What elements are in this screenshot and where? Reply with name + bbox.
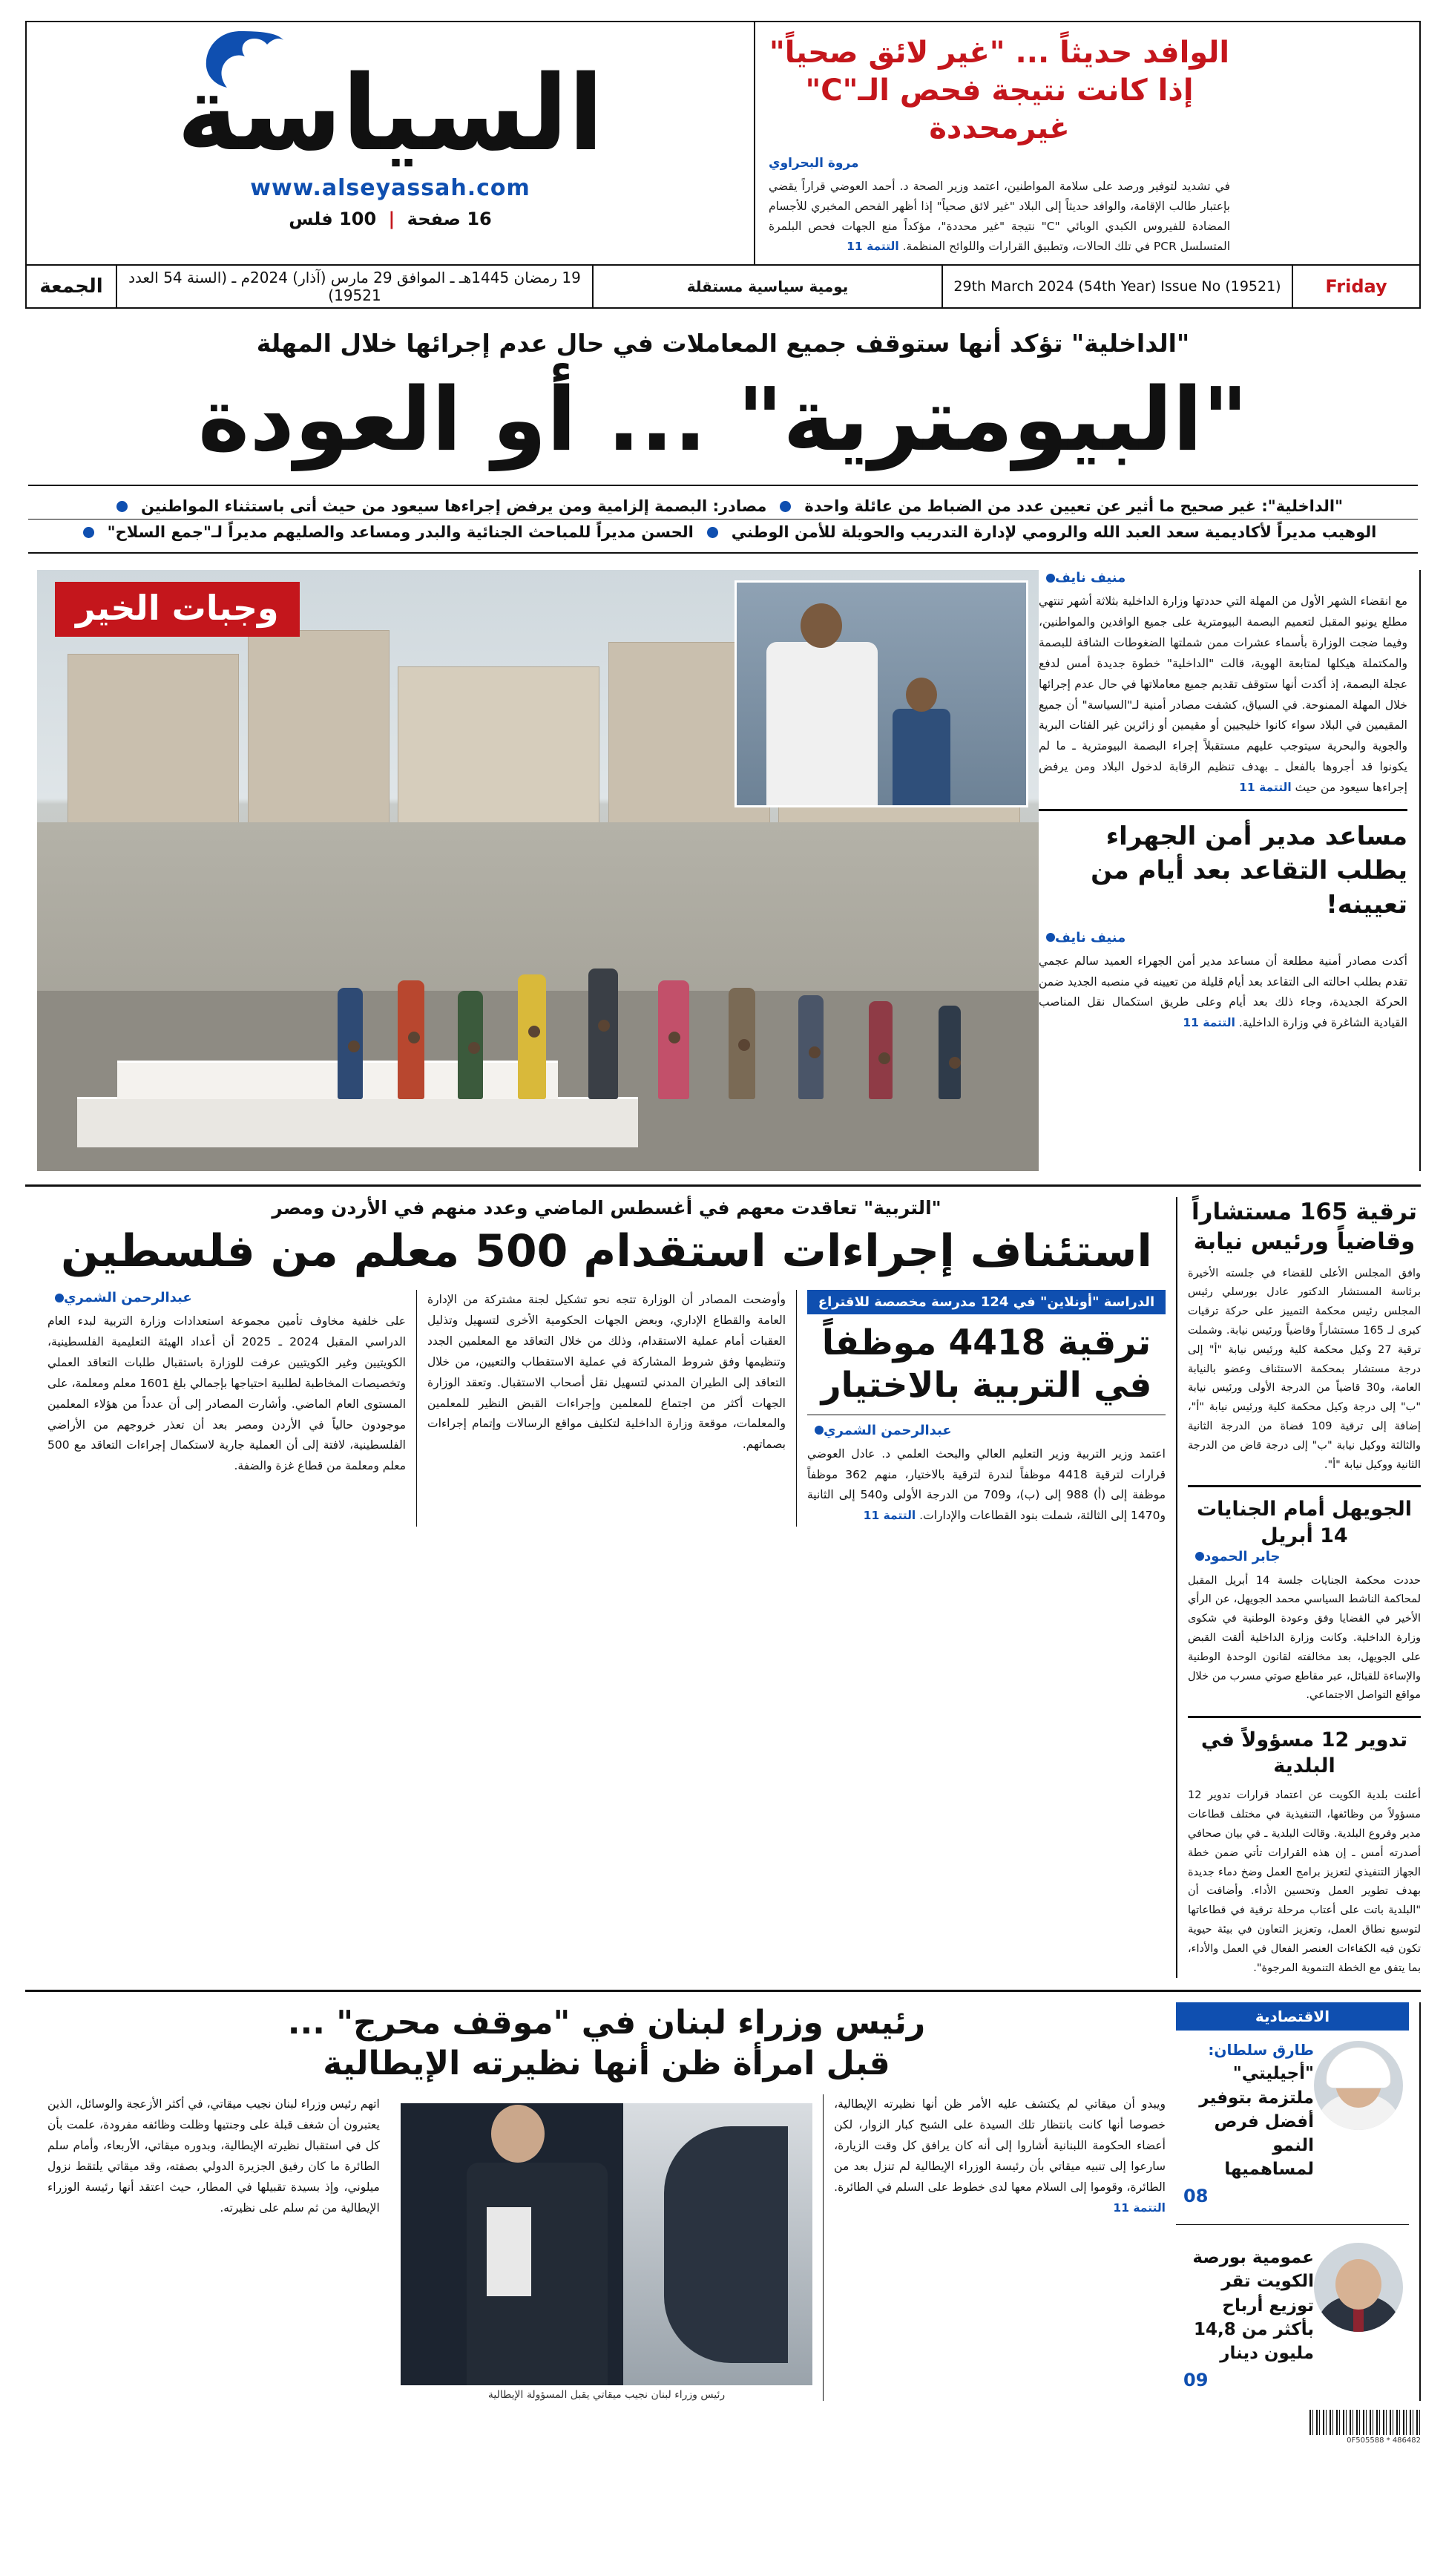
photo-building	[248, 630, 390, 836]
photo-person-head	[668, 1032, 680, 1043]
avatar-head	[1335, 2259, 1381, 2310]
byline-dot-icon	[815, 1426, 824, 1435]
lebanon-story	[25, 2002, 1176, 2401]
top-story-headline	[769, 34, 1230, 148]
lebanon-body-left	[834, 2094, 1166, 2218]
juwaihel-byline	[1188, 1549, 1421, 1564]
education-byline	[47, 1290, 406, 1305]
biometrics-body-text: مع انقضاء الشهر الأول من المهلة التي حددتها وزارة الداخلية بثلاثة أشهر تنتهي مطلع يونيو المقبل لتعميم البصمة البيومترية على جميع الوافدين والمواطنين، وفيما ضجت الوزارة بأسماء عشرات ممن شملتها الضغوطات الشاقة للبصمة والمكتملة هيكلها لمتابعة الهوية، قالت "الداخلية" خطوة جديدة أمس لدفع عجلة البصمة، إذ أكدت أنها ستوقف تقديم جميع معاملاتها في حال عدم إجرائها خلال المهلة الممنوحة. في السياق، كشفت مصادر أمنية لـ"السياسة" أن جميع المقيمين في البلاد سواء كانوا خليجيين أو مقيمين أو زائرين غير الفئات البرية والجوية والبحرية سيتوجب عليهم مستقبلاً إجراء البصمة البيومترية ـ ما لم يكونوا قد أجروها بالفعل ـ بهدف تنظيم الرقابة لدخول البلاد ومن يرفض إجراءها سيعود من حيث	[1039, 594, 1407, 795]
pages-count: 16 صفحة	[407, 208, 492, 229]
newspaper-website-url[interactable]: www.alseyassah.com	[250, 174, 530, 201]
photo-person	[869, 1001, 893, 1099]
lebanon-headline-line2: قبل امرأة ظن أنها نظيرته الإيطالية	[323, 2045, 890, 2083]
photo-airplane-door	[664, 2126, 788, 2363]
education-body-mid: وأوضحت المصادر أن الوزارة تتجه نحو تشكيل لجنة مشتركة من الإدارة العامة والقطاع الإداري، وبعض الجهات الحكومية الأخرى لتسهيل وتذليل العقبات أمام عملية الاستقدام، وذلك من خلال التعاقد مع المعلمين الجدد وتنظيمها وفق شروط المشاركة في عملية الاستقطاب والتعيين، من خلال التعاقد إلى الطيران المدني لتسهيل نقل أصحاب الاستقبال. وتعقد الوزارة الجهات أكثر من اجتماع للمعلمين وإجراءات القبض النظير للمعلمين والمعلمات، موقعة وزارة الداخلية لتكليف مواقع الرسالات وإتمام إجراءات بصماتهم.	[427, 1293, 786, 1452]
judges-promotion-headline: ترقية 165 مستشاراً وقاضياً ورئيس نيابة	[1191, 1199, 1418, 1256]
price-value: 100 فلس	[289, 208, 377, 229]
top-story-byline: مروة البحراوي	[769, 155, 859, 171]
photo-person-head	[949, 1057, 961, 1069]
juwaihel-headline: الجويهل أمام الجنايات 14 أبريل	[1197, 1498, 1412, 1547]
photo-building	[398, 666, 599, 836]
education-band	[25, 1184, 1421, 1978]
juwaihel-byline-text: جابر الحمود	[1204, 1548, 1281, 1564]
lebanon-body-right: اتهم رئيس وزراء لبنان نجيب ميقاتي، في أكثر الأزعجة والوسائل، الذين يعتبرون أن شغف قبلة على وجنتيها وظلت وظائفه مفرودة، علمت بأن كل في استقبال نظيرته الإيطالية، وبدوره ميقاتي، الأربعاء، وأمام سلم الطائرة ما كان رفيق الجزيرة الدولي بصفته، وقد ميقاتي يلتقط نزول ميلوني، وإذ بسيدة تقبيلها في المطار، حيث اعتقد أنها رئيسة الوزراء الإيطالية من ثم سلم على نظيرته.	[47, 2097, 380, 2215]
byline-dot-icon	[1046, 574, 1055, 583]
photo-person-head	[738, 1039, 750, 1051]
online-study-label: الدراسة "أونلاين" في 124 مدرسة مخصصة للاقتراع	[807, 1290, 1166, 1314]
bullet-dot-icon	[116, 501, 128, 512]
education-kicker: "التربية" تعاقدت معهم في أغسطس الماضي وعدد منهم في الأردن ومصر	[272, 1197, 941, 1219]
promotion-headline: ترقية 4418 موظفاً في التربية بالاختيار	[821, 1323, 1152, 1406]
education-story	[25, 1197, 1176, 1978]
education-body-right: على خلفية مخاوف تأمين مجموعة استعدادات وزارة التربية لبدء العام الدراسي المقبل 2024 ـ 2025 أن أعداد الهيئة التعليمية الفلسطينية، الكويتيين وغير الكويتيين عرفت للوزارة باستقبال طلبات التعاقد العملي وتخصيصات المخاطبة لطلبية احتياجها بإجمالي بلغ 1601 معلم ومعلمة، على المستوى العام الماضي. وأشارت المصادر إلى أن عدداً من هؤلاء المعلمين موجودون حالياً في الأردن ومصر بعد أن تعذر خروجهم من الأراضي الفلسطينية، لافتة إلى أن العملية جارية لاستكمال إجراءات التعاقد مع 500 معلم ومعلمة من قطاع غزة والضفة.	[47, 1314, 406, 1473]
inset-volunteer	[766, 642, 878, 805]
date-english-day: Friday	[1325, 276, 1387, 297]
promotion-byline-text: عبدالرحمن الشمري	[824, 1422, 952, 1438]
lead-photo-column	[25, 570, 1039, 1171]
municipality-headline: تدوير 12 مسؤولاً في البلدية	[1200, 1728, 1408, 1778]
economy-item-text	[1176, 2041, 1314, 2206]
economy-item-name: طارق سلطان:	[1208, 2041, 1314, 2059]
education-byline-text: عبدالرحمن الشمري	[64, 1290, 192, 1306]
jahra-body-text: أكدت مصادر أمنية مطلعة أن مساعد مدير أمن الجهراء العميد سالم عجمي تقدم بطلب احالته الى التقاعد بعد أيام قليلة من تعيينه في منصبه الجديد ضمن الحركة الجديدة، وجاء ذلك بعد أيام وعلى طريق استكمال نقل المناصب القيادية الشاغرة في وزارة الداخلية.	[1039, 954, 1407, 1030]
divider	[1188, 1716, 1421, 1718]
lebanon-column-left	[823, 2094, 1176, 2401]
newspaper-logo-text: السياسة	[177, 53, 604, 174]
price-pages-line	[289, 209, 491, 229]
promotion-continue-link[interactable]: التتمة 11	[863, 1509, 916, 1523]
bottom-band	[25, 1990, 1421, 2401]
photo-person	[939, 1006, 961, 1099]
lead-kicker: "الداخلية" تؤكد أنها ستوقف جميع المعاملات في حال عدم إجرائها خلال المهلة	[256, 329, 1190, 358]
top-story-body-text: في تشديد لتوفير ورصد على سلامة المواطنين، اعتمد وزير الصحة د. أحمد العوضي قراراً يقضي بإعتبار طالب الإقامة، والوافد حديثاً إلى البلاد "غير لائق صحياً" إذا أظهر الفحص المخبري للأجسام المضادة للفيروس الكبدي الوبائي "C" نتيجة "غير محددة"، مؤكداً منع الجهات فحص البلمرة المتسلسل PCR في تلك الحالات، وتطبيق القرارات واللوائح المنظمة.	[769, 179, 1230, 253]
lebanon-photo	[401, 2103, 812, 2385]
economy-item-headline: "أجيليتي" ملتزمة بتوفير أفضل فرص النمو لمساهميها	[1199, 2064, 1314, 2180]
eagle-logo-icon	[196, 28, 285, 95]
photo-person-head	[598, 1020, 610, 1032]
divider	[1039, 809, 1407, 811]
photo-tag-charity-meals: وجبات الخير	[55, 582, 300, 637]
masthead-top-story	[754, 22, 1243, 264]
education-column-right	[37, 1290, 416, 1527]
byline-dot-icon	[1046, 933, 1055, 942]
lebanon-continue-link[interactable]: التتمة 11	[1113, 2200, 1166, 2215]
photo-person-head	[809, 1046, 821, 1058]
inset-volunteer-head	[801, 603, 842, 648]
barcode-icon	[1309, 2410, 1421, 2435]
economy-item[interactable]	[1176, 2031, 1409, 2217]
economy-section-label[interactable]: الاقتصادية	[1176, 2002, 1409, 2031]
jahra-continue-link[interactable]: التتمة 11	[1183, 1016, 1235, 1030]
lebanon-headline	[37, 2002, 1176, 2084]
promotion-body-text: اعتمد وزير التربية وزير التعليم العالي والبحث العلمي د. عادل العوضي قرارات لترقية 4418 موظفاً لندرة لترقية بالاختيار، منهم 362 موظفاً موظفة إلى (أ) 988 إلى (ب)، و709 من الدرجة الأولى و540 إلى الثانية و1470 إلى الثالثة، شملت بنود القطاعات والإدارات.	[807, 1446, 1166, 1523]
jahra-story-headline: مساعد مدير أمن الجهراء يطلب التقاعد بعد أيام من تعيينه!	[1091, 821, 1407, 920]
municipality-body: أعلنت بلدية الكويت عن اعتماد قرارات تدوير 12 مسؤولاً من وظائفها، التنفيذية في مختلف قطاعات مدير وفروع البلدية. وقالت البلدية ـ في بيان صحافي أصدرته أمس ـ إن هذه القرارات تأتي ضمن خطة الجهاز التنفيذي لتعزيز برامج العمل وضخ دماء جديدة بهدف تطوير العمل وتحسين الأداء. وأضافت أن "البلدية باتت على أعتاب مرحلة ترقية في قطاعاتها لتوسيع نطاق العمل، وتعزيز التعاون في بيئة حيوية تكون فيه الكفاءات العنصر الفعال في العمل والأداء، بما يتفق مع الخطة التنموية المرجوة".	[1188, 1789, 1421, 1974]
juwaihel-body: حددت محكمة الجنايات جلسة 14 أبريل المقبل لمحاكمة الناشط السياسي محمد الجويهل، عن الرأي الأخير في القضايا وفق وعودة الوطنية في شكوى وزارة الداخلية. وكانت وزارة الداخلية ألقت القبض على الجويهل، بعد مخالفته لقانون الوحدة الوطنية والإساءة للقبائل، عبر مقاطع صوتي مسرب من خلال مواقع التواصل الاجتماعي.	[1188, 1574, 1421, 1702]
jahra-byline-text: منيف نايف	[1055, 929, 1126, 945]
promotion-column	[796, 1290, 1176, 1527]
photo-inset-distribution	[734, 580, 1028, 807]
charity-meals-photo	[37, 570, 1039, 1171]
lebanon-columns	[37, 2094, 1176, 2401]
lead-bullet-row[interactable]	[28, 519, 1418, 545]
lebanon-photo-column	[390, 2094, 823, 2401]
lead-story	[25, 309, 1421, 558]
judiciary-sidebar	[1176, 1197, 1421, 1978]
main-content-grid	[25, 570, 1421, 1171]
barcode-block	[25, 2410, 1421, 2445]
jahra-story-body	[1039, 951, 1407, 1035]
biometrics-body	[1039, 591, 1407, 799]
economy-item-text	[1176, 2243, 1314, 2390]
lead-bullet-text: مصادر: البصمة إلزامية ومن يرفض إجراءها سيعود من حيث أتى باستثناء المواطنين	[140, 497, 767, 516]
economy-sidebar	[1176, 2002, 1421, 2401]
lebanon-column-right	[37, 2094, 390, 2401]
masthead	[25, 21, 1421, 266]
jahra-story-byline	[1039, 930, 1407, 945]
economy-item-page: 08	[1183, 2186, 1209, 2207]
biometrics-byline-text: منيف نايف	[1055, 570, 1126, 586]
education-headline: استئناف إجراءات استقدام 500 معلم من فلسطين	[60, 1225, 1152, 1278]
date-bar	[25, 266, 1421, 309]
bullet-dot-icon	[707, 527, 718, 538]
avatar-tie	[1353, 2307, 1364, 2332]
masthead-logo-block	[27, 22, 754, 264]
lead-bullet-text: الوهيب مديراً لأكاديمية سعد العبد الله والرومي لإدارة التدريب والحويلة للأمن الوطني	[731, 523, 1377, 542]
byline-dot-icon	[1195, 1552, 1204, 1561]
promotion-body	[807, 1444, 1166, 1527]
divider	[1176, 2224, 1409, 2225]
lead-bullet-text: الحسن مديراً للمباحث الجنائية والبدر ومساعد والصليهم مديراً لـ"جمع السلاح"	[107, 523, 694, 542]
byline-dot-icon	[55, 1294, 64, 1302]
judges-promotion-body: وافق المجلس الأعلى للقضاء في جلسته الأخيرة برئاسة المستشار الدكتور عادل بورسلي رئيس المجلس رئيس محكمة التمييز على حركة ترقيات كبرى لـ 165 مستشاراً وقاضياً ورئيس نيابة. وشملت ترقية 27 وكيل محكمة كلية ورئيس نيابة "أ" إلى درجة مستشار بمحكمة الاستئناف وعضو بالنيابة العامة، و30 قاضياً من الدرجة الأولى ورئيس نيابة "ب" إلى درجة وكيل محكمة كلية ورئيس نيابة "أ"، إضافة إلى ترقية 109 قضاة من الدرجة الثانية والثالثة ووكيل نيابة "ب" إلى درجة قاض من الدرجة الثانية ووكيل نيابة "أ".	[1188, 1267, 1422, 1471]
bullet-dot-icon	[83, 527, 94, 538]
economy-item[interactable]	[1176, 2232, 1409, 2401]
date-arabic-day: الجمعة	[39, 275, 103, 298]
top-story-continue-link[interactable]: التتمة 11	[847, 239, 899, 253]
top-story-headline-line2: إذا كانت نتيجة فحص الـ"C" غيرمحددة	[805, 73, 1194, 146]
price-separator: |	[388, 208, 395, 229]
bullet-dot-icon	[780, 501, 791, 512]
lead-bullet-text: "الداخلية": غير صحيح ما أثير عن تعيين عدد من الضباط من عائلة واحدة	[804, 497, 1344, 516]
photo-food-table	[77, 1097, 638, 1147]
lead-bullets	[28, 485, 1418, 554]
photo-person-head	[468, 1042, 480, 1054]
lead-bullet-row[interactable]	[28, 494, 1418, 519]
photo-person-head	[348, 1040, 360, 1052]
photo-building	[68, 654, 240, 836]
photo-person-head	[878, 1052, 890, 1064]
photo-shirt	[487, 2207, 531, 2296]
biometrics-byline	[1039, 570, 1407, 586]
promotion-byline	[807, 1423, 1166, 1438]
photo-person	[588, 969, 618, 1099]
publication-kind: يومية سياسية مستقلة	[686, 278, 849, 295]
economy-item-headline: عمومية بورصة الكويت تقر توزيع أرباح بأكثر من 14,8 مليون دينار	[1192, 2248, 1314, 2364]
lebanon-headline-line1: رئيس وزراء لبنان في "موقف محرج" ...	[287, 2004, 926, 2042]
photo-person-head	[528, 1026, 540, 1038]
economy-item-page: 09	[1183, 2370, 1209, 2391]
date-arabic-full: 19 رمضان 1445هـ ـ الموافق 29 مارس (آذار) 2024م ـ (السنة 54 العدد 19521)	[116, 266, 594, 307]
top-story-body	[769, 177, 1230, 258]
inset-child	[893, 709, 950, 805]
top-story-headline-line1: الوافد حديثاً ... "غير لائق صحياً"	[769, 36, 1230, 70]
inset-child-head	[906, 678, 937, 712]
biometrics-side-column	[1039, 570, 1421, 1171]
education-columns	[37, 1290, 1176, 1527]
avatar-headdress	[1326, 2047, 1391, 2088]
divider	[1188, 1485, 1421, 1487]
education-column-mid	[416, 1290, 796, 1527]
avatar	[1314, 2041, 1403, 2130]
lebanon-photo-caption: رئيس وزراء لبنان نجيب ميقاتي يقبل المسؤولة الإيطالية	[487, 2389, 726, 2402]
lebanon-body-left-text: ويبدو أن ميقاتي لم يكتشف عليه الأمر ظن أنها نظيرته الإيطالية، خصوصا أنها كانت بانتظار تلك السيدة على الشبح كبار الزوار، لكن أعضاء الحكومة اللبنانية أشاروا إلى أنه كان يرافق كل وقت الزيارة، سارعوا إلى تنبيه ميقاتي بأن رئيسة الوزراء الإيطالية لم تنزل بعد من الطائرة، وقوموا إلى السلام معها لدى خطوط على السلم في الطائرة.	[834, 2097, 1166, 2194]
lead-headline: "البيومترية" ... أو العودة	[197, 367, 1249, 471]
photo-mikati-head	[491, 2105, 545, 2163]
photo-person-head	[408, 1032, 420, 1043]
biometrics-continue-link[interactable]: التتمة 11	[1239, 781, 1292, 795]
avatar	[1314, 2243, 1403, 2332]
barcode-number: 0F505588 * 486482	[1347, 2436, 1421, 2445]
date-english-full: 29th March 2024 (54th Year) Issue No (19521)	[941, 266, 1293, 307]
